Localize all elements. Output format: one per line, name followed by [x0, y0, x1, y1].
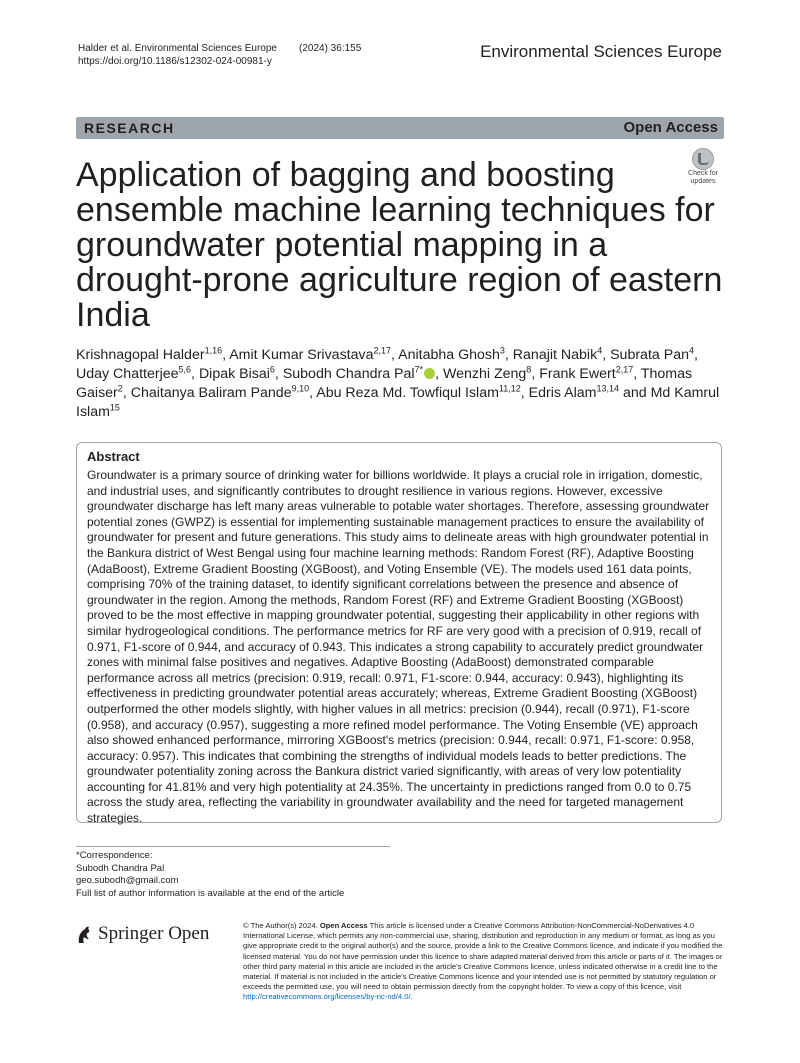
- correspondence: [76, 850, 344, 900]
- orcid-icon[interactable]: [424, 368, 435, 379]
- license-lead: © The Author(s) 2024.: [243, 921, 318, 930]
- correspondence-name: Subodh Chandra Pal: [76, 862, 165, 874]
- author-affiliation: 9,10: [291, 383, 310, 394]
- doi-link[interactable]: https://doi.org/10.1186/s12302-024-00981-y: [78, 56, 272, 67]
- author-affiliation: 2,17: [373, 345, 392, 356]
- author-affiliation: 7*: [414, 364, 424, 375]
- check-line1: Check for: [688, 170, 718, 177]
- citation: [78, 42, 361, 55]
- author-name: Wenzhi Zeng: [442, 366, 527, 382]
- springer-text: Springer: [98, 923, 164, 944]
- license-body: This article is licensed under a Creative Commons Attribution-NonCommercial-NoDerivatives 4.0 International License, which permits any non-commercial use, sharing, distribution and reproduction in any medium or format, as long as you give appropriate credit to the original author(s) and the source, provide a link to the Creative Commons licence, and indicate if you modified the licensed material. You do not have permission under this licence to share adapted material derived from this article or parts of it. The images or other third party material in this article are included in the article's Creative Commons licence, unless indicated otherwise in a credit line to the material. If material is not included in the article's Creative Commons licence and your intended use is not permitted by statutory regulation or exceeds the permitted use, you will need to obtain permission directly from the copyright holder. To view a copy of this licence, visit: [243, 921, 723, 992]
- abstract-text: Groundwater is a primary source of drinking water for billions worldwide. It plays a crucial role in irrigation, domestic, and industrial uses, and significantly contributes to drought resilience in various regions. However, excessive groundwater discharge has left many areas vulnerable to potable water shortages. Therefore, assessing groundwater potential zones (GWPZ) is essential for implementing sustainable management practices to ensure the availability of groundwater for present and future generations. This study aims to delineate areas with high groundwater potential in the Bankura district of West Bengal using four machine learning methods: Random Forest (RF), Adaptive Boosting (AdaBoost), Extreme Gradient Boosting (XGBoost), and Voting Ensemble (VE). The models used 161 data points, comprising 70% of the training dataset, to identify significant correlations between the presence and absence of groundwater in the region. Among the methods, Random Forest (RF) and Extreme Gradient Boosting (XGBoost) proved to be the most effective in mapping groundwater potential, suggesting their applicability in other regions with similar hydrogeological conditions. The performance metrics for RF are very good with a precision of 0.919, recall of 0.971, F1-score of 0.944, and accuracy of 0.943. This indicates a strong capability to accurately predict groundwater zones with minimal false positives and negatives. Adaptive Boosting (AdaBoost) demonstrated comparable performance across all metrics (precision: 0.919, recall: 0.971, F1-score: 0.944, accuracy: 0.943), highlighting its effectiveness in predicting groundwater potential areas accurately; whereas, Extreme Gradient Boosting (XGBoost) outperformed the other models slightly, with higher values in all metrics: precision (0.944), recall (0.971), F1-score (0.958), and accuracy (0.957), suggesting a more refined model performance. The Voting Ensemble (VE) approach also showed enhanced performance, mirroring XGBoost's metrics (precision: 0.944, recall: 0.971, F1-score: 0.958, accuracy: 0.957). This indicates that combining the strengths of individual models leads to better predictions. The groundwater potentiality zoning across the Bankura district varied significantly, with areas of very low potentiality accounting for 41.81% and very high potentiality at 24.35%. The uncertainty in predictions ranged from 0.0 to 0.75 across the study area, reflecting the variability in groundwater availability and the need for targeted management strategies.: [87, 468, 710, 826]
- author-affiliation: 2: [117, 383, 123, 394]
- springer-open-logo: [76, 923, 226, 951]
- abstract-box: [76, 442, 722, 826]
- author-affiliation: 4: [597, 345, 603, 356]
- citation-year: (2024) 36:155: [299, 43, 362, 54]
- author-name: Edris Alam: [528, 385, 597, 401]
- springer-horse-icon: [76, 925, 92, 945]
- author-name: Krishnagopal Halder: [76, 347, 205, 363]
- author-affiliation: 2,17: [615, 364, 634, 375]
- license-link[interactable]: http://creativecommons.org/licenses/by-nc-nd/4.0/: [243, 992, 411, 1002]
- author-affiliation: 4: [688, 345, 694, 356]
- author-list: Krishnagopal Halder$^{1,16}$, Amit Kumar Srivastava$^{2,17}$, Anitabha Ghosh$^3$, Ranajit Nabik$^4$, Subrata Pan$^4$, Uday Chatterjee$^{5,6}$, Dipak Bisai$^6$, Subodh Chandra Pal$^{7*}$ , Wenzhi Zeng$^8$, Frank Ewert$^{2,17}$, Thomas Gaiser$^2$, Chaitanya Baliram Pande$^{9,10}$, Abu Reza Md. Towfiqul Islam$^{11,12}$, Edris Alam$^{13,14}$ and Md Kamrul Islam$^{15}$: [76, 345, 720, 420]
- author-affiliation: 5,6: [178, 364, 192, 375]
- open-access-label: Open Access: [623, 119, 718, 136]
- author-affiliation: 3: [499, 345, 505, 356]
- citation-authors: Halder et al. Environmental Sciences Europe: [78, 43, 277, 54]
- author-affiliation: 6: [269, 364, 275, 375]
- correspondence-label: *Correspondence:: [76, 850, 153, 861]
- license-statement: [243, 921, 728, 1003]
- author-name: Ranajit Nabik: [512, 347, 598, 363]
- author-name: Dipak Bisai: [198, 366, 270, 382]
- license-tail: .: [410, 992, 413, 1002]
- author-info-note: Full list of author information is available at the end of the article: [76, 887, 345, 899]
- author-name: Subrata Pan: [610, 347, 689, 363]
- footnote-divider: [76, 846, 390, 847]
- abstract-heading: Abstract: [87, 449, 140, 464]
- author-name: Thomas Gaiser: [76, 366, 693, 401]
- author-name: Uday Chatterjee: [76, 366, 179, 382]
- author-name: Frank Ewert: [539, 366, 616, 382]
- author-affiliation: 13,14: [596, 383, 620, 394]
- author-name: Amit Kumar Srivastava: [229, 347, 374, 363]
- author-affiliation: 1,16: [204, 345, 223, 356]
- author-affiliation: 15: [109, 402, 120, 413]
- springer-wordmark: [98, 923, 209, 945]
- author-affiliation: 8: [526, 364, 532, 375]
- section-label: RESEARCH: [84, 120, 175, 136]
- correspondence-email[interactable]: geo.subodh@gmail.com: [76, 875, 179, 886]
- check-line2: updates: [690, 178, 716, 185]
- author-name: Abu Reza Md. Towfiqul Islam: [316, 385, 499, 401]
- open-text: Open: [168, 923, 210, 944]
- author-name: Md Kamrul Islam: [76, 385, 720, 420]
- author-name: Chaitanya Baliram Pande: [130, 385, 292, 401]
- article-title: Application of bagging and boosting ensemble machine learning techniques for groundwater potential mapping in a drought-prone agriculture region of eastern India: [76, 156, 723, 334]
- running-header: [78, 42, 361, 68]
- author-affiliation: 11,12: [498, 383, 521, 394]
- journal-name: Environmental Sciences Europe: [480, 42, 722, 61]
- author-name: Subodh Chandra Pal: [282, 366, 415, 382]
- section-banner: [76, 117, 724, 139]
- license-open-access: Open Access: [319, 921, 368, 930]
- author-name: Anitabha Ghosh: [398, 347, 500, 363]
